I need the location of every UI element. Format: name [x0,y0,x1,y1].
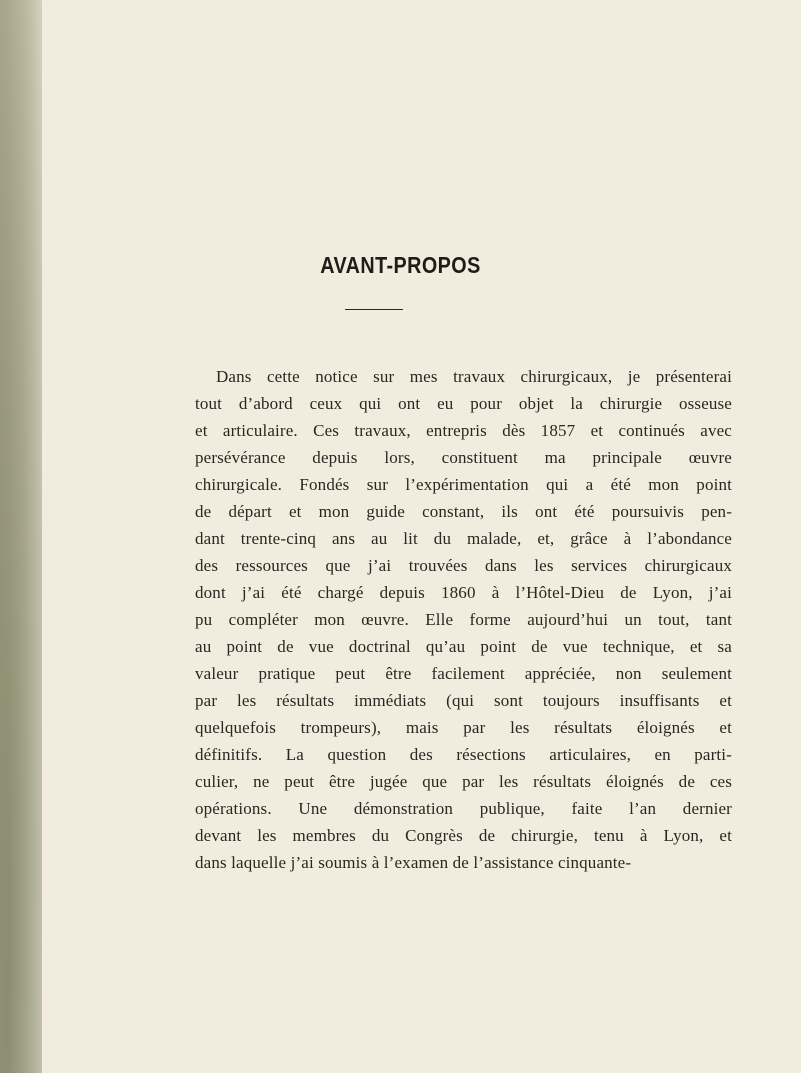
text-line: culier, ne peut être jugée que par les résultats éloignés de ces [195,772,732,791]
text-line: pu compléter mon œuvre. Elle forme aujourd’hui un tout, tant [195,610,732,629]
text-line: des ressources que j’ai trouvées dans les services chirurgicaux [195,556,732,575]
text-line: quelquefois trompeurs), mais par les résultats éloignés et [195,718,732,737]
text-line: Dans cette notice sur mes travaux chirurgicaux, je présenterai [216,367,732,386]
text-line: dant trente-cinq ans au lit du malade, et, grâce à l’abondance [195,529,732,548]
text-line: tout d’abord ceux qui ont eu pour objet la chirurgie osseuse [195,394,732,413]
text-line: définitifs. La question des résections articulaires, en parti- [195,745,732,764]
text-line: devant les membres du Congrès de chirurgie, tenu à Lyon, et [195,826,732,845]
page-title: AVANT-PROPOS [320,252,481,278]
page-edge-stain [0,0,42,1073]
text-line: valeur pratique peut être facilement appréciée, non seulement [195,664,732,683]
text-line: persévérance depuis lors, constituent ma principale œuvre [195,448,732,467]
text-line: dont j’ai été chargé depuis 1860 à l’Hôtel-Dieu de Lyon, j’ai [195,583,732,602]
text-line: dans laquelle j’ai soumis à l’examen de l’assistance cinquante- [195,853,632,872]
text-line: au point de vue doctrinal qu’au point de vue technique, et sa [195,637,732,656]
text-line: chirurgicale. Fondés sur l’expérimentation qui a été mon point [195,475,732,494]
text-line: de départ et mon guide constant, ils ont été poursuivis pen- [195,502,732,521]
text-line: par les résultats immédiats (qui sont toujours insuffisants et [195,691,732,710]
title-rule [345,309,403,310]
text-line: et articulaire. Ces travaux, entrepris dès 1857 et continués avec [195,421,732,440]
body-paragraph [195,363,732,876]
text-line: opérations. Une démonstration publique, faite l’an dernier [195,799,732,818]
